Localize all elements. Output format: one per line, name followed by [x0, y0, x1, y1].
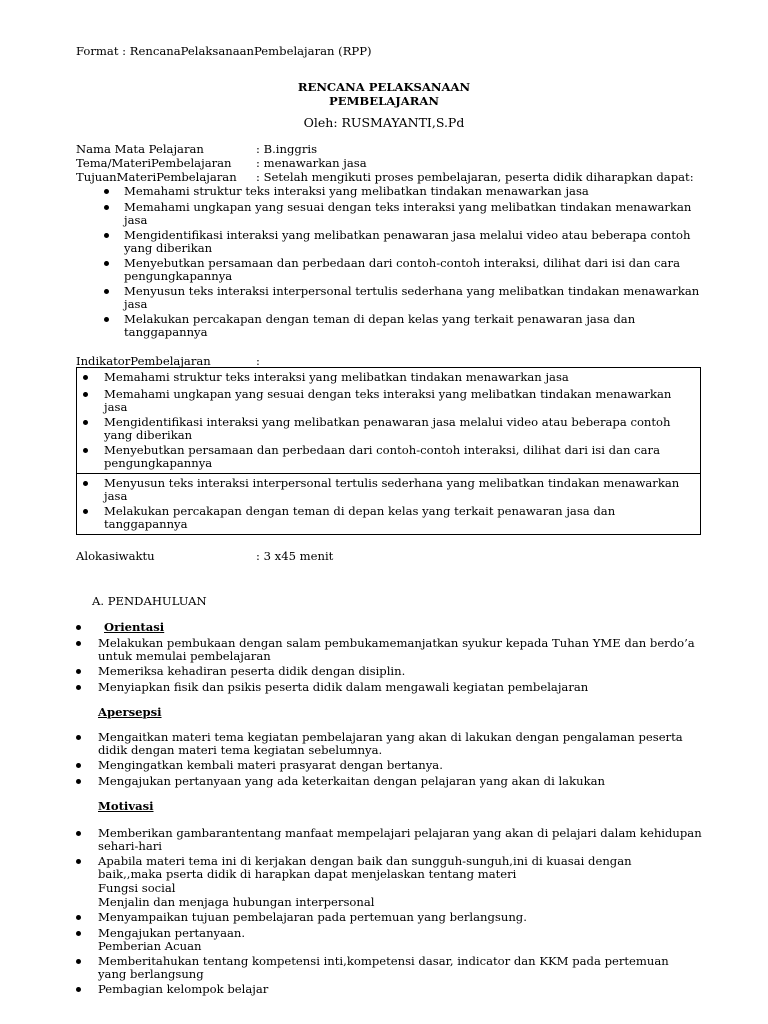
alokasi-value: : 3 x45 menit	[256, 549, 334, 563]
list-item-cont: pengungkapannya	[104, 456, 213, 470]
tema-value: : menawarkan jasa	[256, 156, 367, 170]
list-item: Mengingatkan kembali materi prasyarat dengan bertanya.	[98, 758, 443, 772]
list-item-cont: yang diberikan	[104, 428, 193, 442]
list-item: Apabila materi tema ini di kerjakan dengan baik dan sungguh-sunguh,ini di kuasai dengan	[98, 854, 632, 868]
list-item: Menyusun teks interaksi interpersonal tertulis sederhana yang melibatkan tindakan menawarkan	[124, 284, 700, 298]
list-item: Memahami ungkapan yang sesuai dengan teks interaksi yang melibatkan tindakan menawarkan	[124, 200, 692, 214]
alokasi-label: Alokasiwaktu	[76, 549, 155, 563]
list-item: Melakukan percakapan dengan teman di depan kelas yang terkait penawaran jasa dan	[104, 504, 616, 518]
bullet-icon	[104, 289, 109, 294]
list-item-cont: pengungkapannya	[124, 269, 233, 283]
list-item-cont: jasa	[104, 489, 128, 503]
tema-label: Tema/MateriPembelajaran	[76, 156, 232, 170]
list-item-cont: tanggapannya	[124, 325, 208, 339]
bullet-icon	[76, 685, 81, 690]
bullet-icon	[76, 859, 81, 864]
bullet-icon	[76, 831, 81, 836]
list-item-cont: jasa	[104, 400, 128, 414]
list-item: Melakukan percakapan dengan teman di depan kelas yang terkait penawaran jasa dan	[124, 312, 636, 326]
list-item-cont: Fungsi social	[98, 881, 176, 895]
list-item: Memahami struktur teks interaksi yang melibatkan tindakan menawarkan jasa	[104, 370, 569, 384]
list-item: Memahami ungkapan yang sesuai dengan teks interaksi yang melibatkan tindakan menawarkan	[104, 387, 672, 401]
bullet-icon	[76, 959, 81, 964]
tujuan-label: TujuanMateriPembelajaran	[76, 170, 237, 184]
list-item: Memberikan gambarantentang manfaat mempelajari pelajaran yang akan di pelajari dalam kehidupan	[98, 826, 702, 840]
bullet-icon	[104, 317, 109, 322]
list-item-cont: Pemberian Acuan	[98, 939, 202, 953]
indikator-colon: :	[256, 354, 260, 368]
mapel-label: Nama Mata Pelajaran	[76, 142, 204, 156]
list-item-cont: untuk memulai pembelajaran	[98, 649, 271, 663]
list-item: Memahami struktur teks interaksi yang melibatkan tindakan menawarkan jasa	[124, 184, 589, 198]
list-item-cont: didik dengan materi tema kegiatan sebelumnya.	[98, 743, 383, 757]
bullet-icon	[104, 205, 109, 210]
list-item: Menyiapkan fisik dan psikis peserta didik dalam mengawali kegiatan pembelajaran	[98, 680, 589, 694]
document-title-line1: RENCANA PELAKSANAAN	[297, 80, 471, 94]
tujuan-value: : Setelah mengikuti proses pembelajaran, peserta didik diharapkan dapat:	[256, 170, 694, 184]
apersepsi-heading: Apersepsi	[98, 705, 162, 719]
list-item: Menyebutkan persamaan dan perbedaan dari contoh-contoh interaksi, dilihat dari isi dan cara	[104, 443, 660, 457]
list-item: Menyusun teks interaksi interpersonal tertulis sederhana yang melibatkan tindakan menawarkan	[104, 476, 680, 490]
bullet-icon	[76, 641, 81, 646]
list-item: Mengidentifikasi interaksi yang melibatkan penawaran jasa melalui video atau beberapa contoh	[124, 228, 691, 242]
document-title-line2: PEMBELAJARAN	[329, 94, 439, 108]
list-item: Mengajukan pertanyaan.	[98, 926, 246, 940]
bullet-icon	[76, 915, 81, 920]
list-item-cont: yang diberikan	[124, 241, 213, 255]
table-divider	[76, 473, 701, 474]
indikator-label: IndikatorPembelajaran	[76, 354, 211, 368]
bullet-icon	[83, 509, 88, 514]
bullet-icon	[76, 669, 81, 674]
list-item: Memeriksa kehadiran peserta didik dengan disiplin.	[98, 664, 406, 678]
bullet-icon	[76, 931, 81, 936]
bullet-icon	[83, 375, 88, 380]
bullet-icon	[83, 481, 88, 486]
list-item: Melakukan pembukaan dengan salam pembukamemanjatkan syukur kepada Tuhan YME dan berdo’a	[98, 636, 695, 650]
bullet-icon	[76, 735, 81, 740]
list-item: Memberitahukan tentang kompetensi inti,kompetensi dasar, indicator dan KKM pada pertemuan	[98, 954, 669, 968]
bullet-icon	[83, 448, 88, 453]
list-item-cont: tanggapannya	[104, 517, 188, 531]
bullet-icon	[104, 189, 109, 194]
orientasi-heading: Orientasi	[104, 620, 165, 634]
list-item-cont: baik,,maka pserta didik di harapkan dapat menjelaskan tentang materi	[98, 867, 517, 881]
list-item-cont: jasa	[124, 297, 148, 311]
bullet-icon	[83, 420, 88, 425]
bullet-icon	[104, 233, 109, 238]
list-item-cont: jasa	[124, 213, 148, 227]
format-line: Format : RencanaPelaksanaanPembelajaran (RPP)	[76, 44, 372, 58]
bullet-icon	[104, 261, 109, 266]
mapel-value: : B.inggris	[256, 142, 318, 156]
list-item: Menyampaikan tujuan pembelajaran pada pertemuan yang berlangsung.	[98, 910, 527, 924]
list-item-cont: yang berlangsung	[98, 967, 204, 981]
list-item-cont: Menjalin dan menjaga hubungan interpersonal	[98, 895, 375, 909]
section-heading-pendahuluan: A. PENDAHULUAN	[92, 594, 207, 608]
bullet-icon	[76, 779, 81, 784]
list-item: Menyebutkan persamaan dan perbedaan dari contoh-contoh interaksi, dilihat dari isi dan cara	[124, 256, 680, 270]
list-item: Mengaitkan materi tema kegiatan pembelajaran yang akan di lakukan dengan pengalaman peserta	[98, 730, 683, 744]
bullet-icon	[76, 763, 81, 768]
bullet-icon	[76, 987, 81, 992]
list-item: Pembagian kelompok belajar	[98, 982, 269, 996]
author-line: Oleh: RUSMAYANTI,S.Pd	[303, 115, 465, 130]
list-item-cont: sehari-hari	[98, 839, 162, 853]
motivasi-heading: Motivasi	[98, 799, 154, 813]
list-item: Mengidentifikasi interaksi yang melibatkan penawaran jasa melalui video atau beberapa contoh	[104, 415, 671, 429]
bullet-icon	[76, 625, 81, 630]
bullet-icon	[83, 392, 88, 397]
list-item: Mengajukan pertanyaan yang ada keterkaitan dengan pelajaran yang akan di lakukan	[98, 774, 605, 788]
